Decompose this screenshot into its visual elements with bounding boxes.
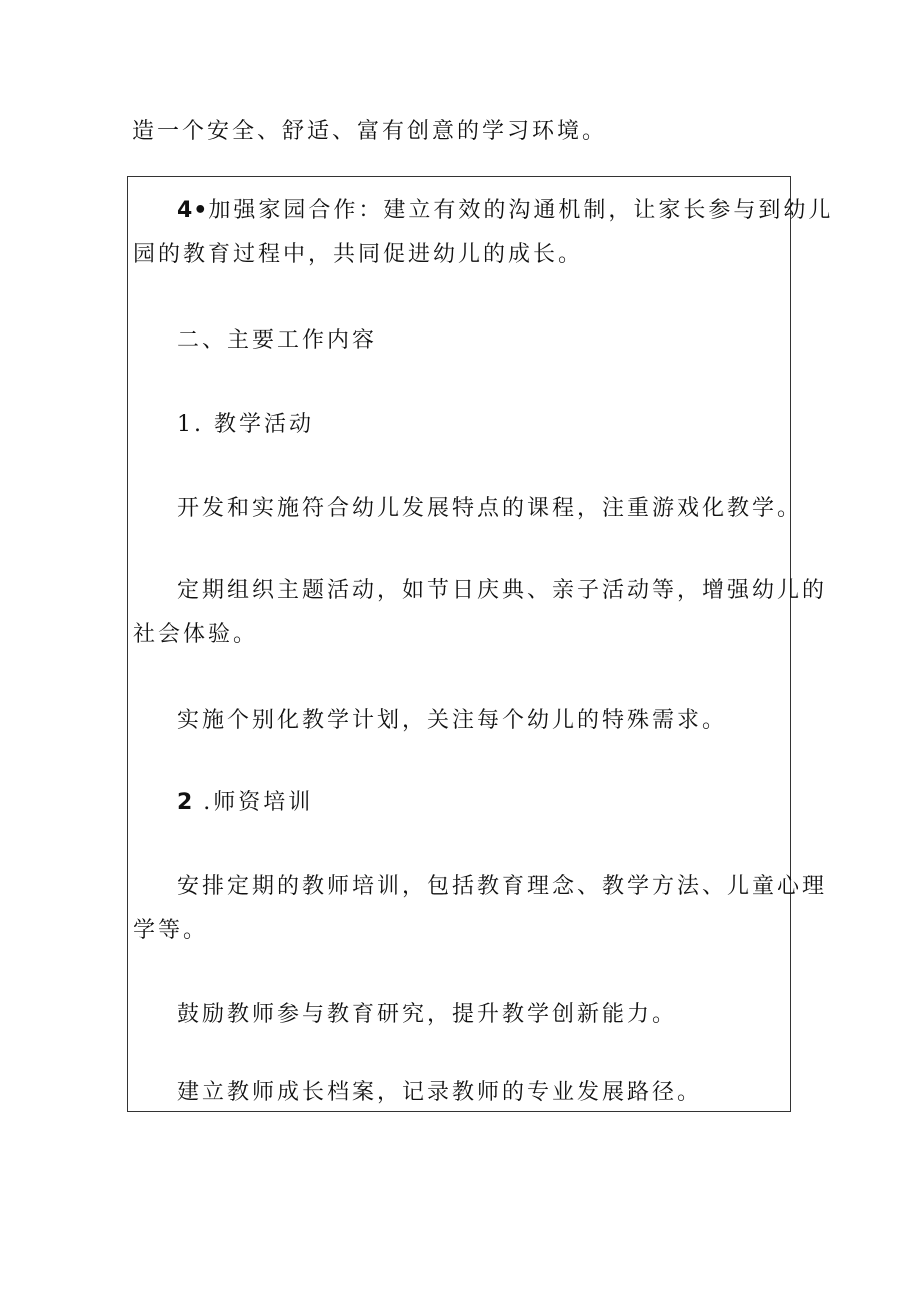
paragraph-theme-activities: [128, 569, 828, 657]
content-box: [127, 176, 834, 1112]
paragraph-teacher-training: [128, 865, 828, 953]
item-number-2: 2: [177, 790, 194, 815]
paragraph-individual-plan: 实施个别化教学计划，关注每个幼儿的特殊需求。: [177, 708, 728, 733]
paragraph-line: 园的教育过程中，共同促进幼儿的成长。: [133, 242, 584, 267]
paragraph-line: 社会体验。: [133, 622, 259, 647]
paragraph-line: 定期组织主题活动，如节日庆典、亲子活动等，增强幼儿的: [177, 578, 828, 603]
paragraph-line: 学等。: [133, 918, 209, 943]
paragraph-research: 鼓励教师参与教育研究，提升教学创新能力。: [177, 1002, 678, 1027]
subsection-heading-teaching: 1. 教学活动: [177, 412, 314, 437]
subsection-heading-teacher-training: 2 .师资培训: [177, 790, 314, 815]
item-number-4: 4•: [177, 198, 209, 223]
paragraph-curriculum: 开发和实施符合幼儿发展特点的课程，注重游戏化教学。: [177, 496, 803, 521]
section-heading: 二、主要工作内容: [177, 328, 378, 353]
paragraph-home-school-cooperation: [128, 189, 834, 277]
paragraph-growth-archive: 建立教师成长档案，记录教师的专业发展路径。: [177, 1080, 703, 1105]
paragraph-line: 加强家园合作：建立有效的沟通机制，让家长参与到幼儿: [208, 198, 834, 223]
paragraph-line: 安排定期的教师培训，包括教育理念、教学方法、儿童心理: [177, 874, 828, 899]
lead-line: 造一个安全、舒适、富有创意的学习环境。: [132, 119, 608, 144]
